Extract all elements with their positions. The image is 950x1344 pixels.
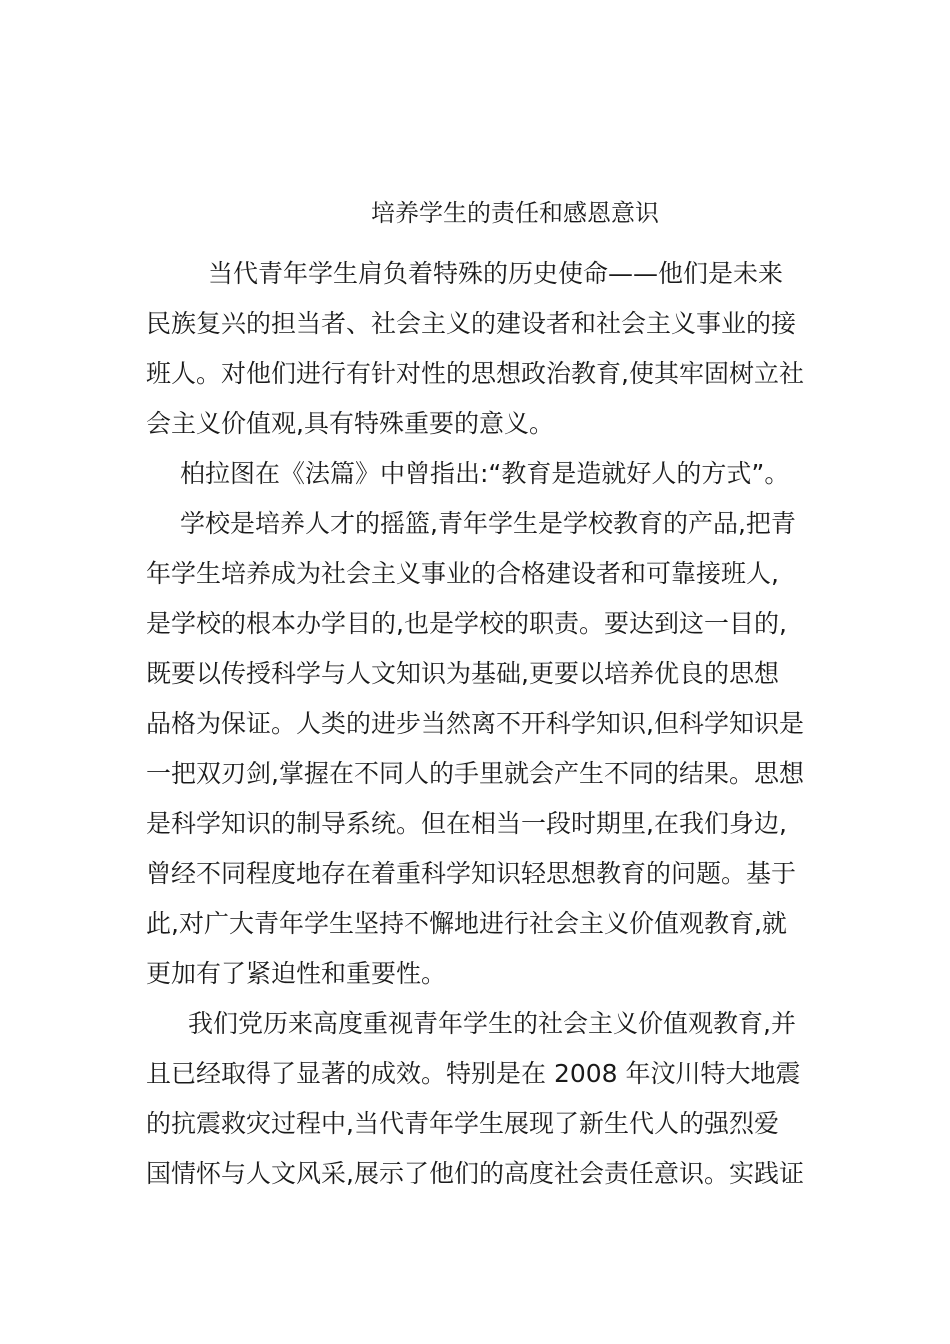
body-line: 国情怀与人文风采,展示了他们的高度社会责任意识。实践证 xyxy=(146,1159,804,1188)
body-line: 曾经不同程度地存在着重科学知识轻思想教育的问题。基于 xyxy=(146,859,797,888)
body-line: 更加有了紧迫性和重要性。 xyxy=(146,959,447,988)
body-line: 是科学知识的制导系统。但在相当一段时期里,在我们身边, xyxy=(146,809,787,838)
body-line: 且已经取得了显著的成效。特别是在 2008 年汶川特大地震 xyxy=(146,1059,801,1088)
body-line: 年学生培养成为社会主义事业的合格建设者和可靠接班人, xyxy=(146,559,779,588)
body-line: 班人。对他们进行有针对性的思想政治教育,使其牢固树立社 xyxy=(146,359,804,388)
body-line: 民族复兴的担当者、社会主义的建设者和社会主义事业的接 xyxy=(146,309,797,338)
body-line: 会主义价值观,具有特殊重要的意义。 xyxy=(146,409,554,438)
body-line: 此,对广大青年学生坚持不懈地进行社会主义价值观教育,就 xyxy=(146,909,787,938)
body-line: 一把双刃剑,掌握在不同人的手里就会产生不同的结果。思想 xyxy=(146,759,804,788)
body-line: 品格为保证。人类的进步当然离不开科学知识,但科学知识是 xyxy=(146,709,804,738)
document-title: 培养学生的责任和感恩意识 xyxy=(371,199,659,227)
body-line: 的抗震救灾过程中,当代青年学生展现了新生代人的强烈爱 xyxy=(146,1109,779,1138)
body-line: 是学校的根本办学目的,也是学校的职责。要达到这一目的, xyxy=(146,609,787,638)
body-line: 我们党历来高度重视青年学生的社会主义价值观教育,并 xyxy=(188,1009,796,1038)
body-line: 既要以传授科学与人文知识为基础,更要以培养优良的思想 xyxy=(146,659,779,688)
body-line: 当代青年学生肩负着特殊的历史使命——他们是未来 xyxy=(208,259,784,288)
body-line: 柏拉图在《法篇》中曾指出:“教育是造就好人的方式”。 xyxy=(180,459,790,488)
body-line: 学校是培养人才的摇篮,青年学生是学校教育的产品,把青 xyxy=(180,509,796,538)
